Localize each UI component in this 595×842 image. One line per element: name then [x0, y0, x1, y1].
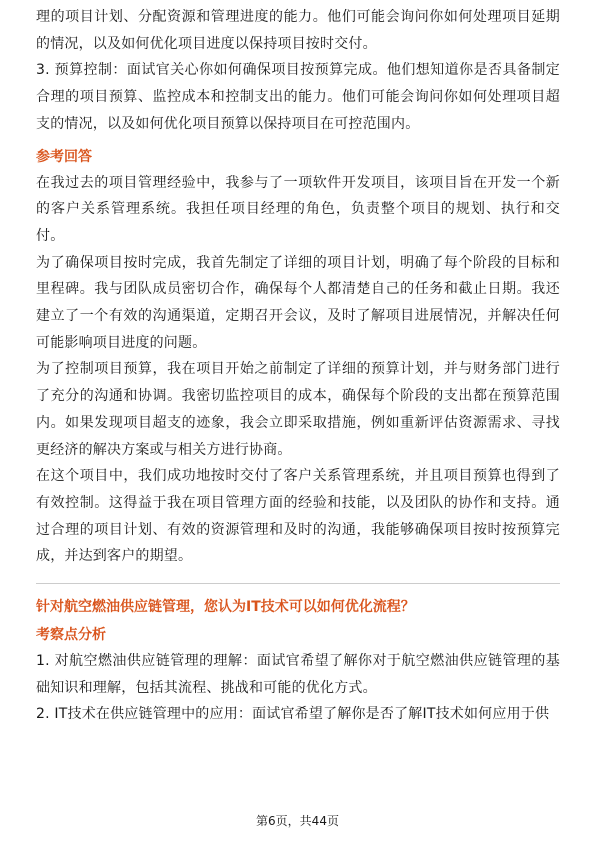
paragraph-schedule-continued: 理的项目计划、分配资源和管理进度的能力。他们可能会询问你如何处理项目延期的情况，以及如何优化项目进度以保持项目按时交付。 — [36, 9, 560, 52]
answer-paragraph-schedule: 为了确保项目按时完成，我首先制定了详细的项目计划，明确了每个阶段的目标和里程碑。我与团队成员密切合作，确保每个人都清楚自己的任务和截止日期。我还建立了一个有效的沟通渠道，定期召开会议，及时了解项目进展情况，并解决任何可能影响项目进度的问题。 — [36, 254, 560, 351]
paragraph-budget-control: 3. 预算控制：面试官关心你如何确保项目按预算完成。他们想知道你是否具备制定合理的项目预算、监控成本和控制支出的能力。他们可能会询问你如何处理项目超支的情况，以及如何优化项目预算以保持项目在可控范围内。 — [36, 62, 560, 132]
section-divider — [36, 583, 560, 584]
reference-answer-heading: 参考回答 — [36, 148, 92, 165]
page-footer: 第6页，共44页 — [256, 814, 339, 828]
analysis-heading: 考察点分析 — [36, 627, 106, 644]
analysis-point-1: 1. 对航空燃油供应链管理的理解：面试官希望了解你对于航空燃油供应链管理的基础知识和理解，包括其流程、挑战和可能的优化方式。 — [36, 653, 560, 696]
answer-paragraph-budget: 为了控制项目预算，我在项目开始之前制定了详细的预算计划，并与财务部门进行了充分的沟通和协调。我密切监控项目的成本，确保每个阶段的支出都在预算范围内。如果发现项目超支的迹象，我会立即采取措施，例如重新评估资源需求、寻找更经济的解决方案或与相关方进行协商。 — [36, 361, 560, 458]
document-page — [36, 4, 560, 728]
answer-paragraph-intro: 在我过去的项目管理经验中，我参与了一项软件开发项目，该项目旨在开发一个新的客户关系管理系统。我担任项目经理的角色，负责整个项目的规划、执行和交付。 — [36, 174, 560, 244]
question-title: 针对航空燃油供应链管理，您认为IT技术可以如何优化流程？ — [36, 599, 415, 616]
analysis-point-2: 2. IT技术在供应链管理中的应用：面试官希望了解你是否了解IT技术如何应用于供 — [36, 706, 550, 723]
answer-paragraph-result: 在这个项目中，我们成功地按时交付了客户关系管理系统，并且项目预算也得到了有效控制。这得益于我在项目管理方面的经验和技能，以及团队的协作和支持。通过合理的项目计划、有效的资源管理和及时的沟通，我能够确保项目按时按预算完成，并达到客户的期望。 — [36, 468, 560, 565]
